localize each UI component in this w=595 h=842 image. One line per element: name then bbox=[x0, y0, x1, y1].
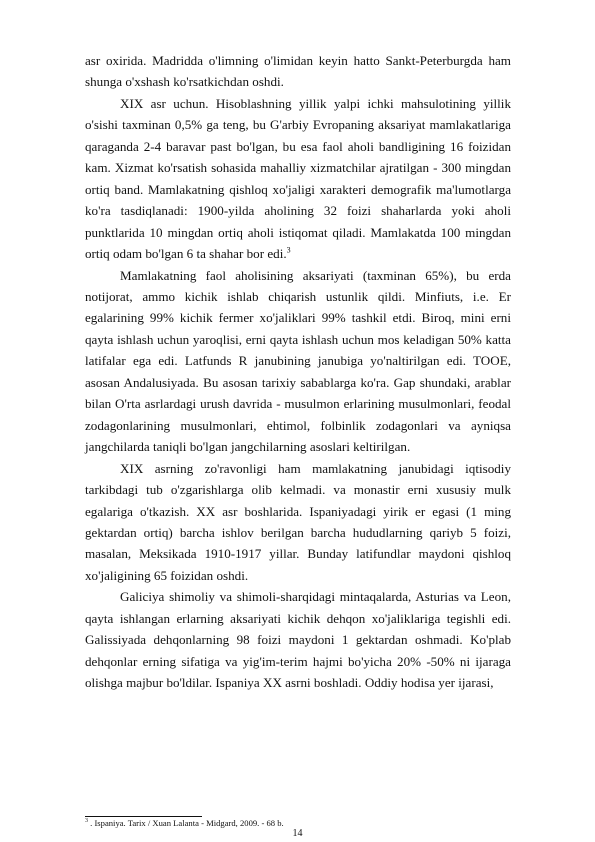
paragraph-1 bbox=[85, 50, 511, 93]
footnote-reference[interactable]: 3 bbox=[286, 245, 291, 255]
paragraph-2 bbox=[85, 93, 511, 265]
footnote bbox=[85, 818, 511, 828]
footnote-divider bbox=[85, 816, 202, 817]
paragraph-text: Mamlakatning faol aholisining aksariyati (taxminan 65%), bu erda notijorat, ammo kichik ishlab chiqarish ustunlik qildi. Minfiuts, i.e. Er egalarining 99% kichik fermer xo'jaliklari 99% tashkil etdi. Biroq, mini erni qayta ishlash uchun yaroqlisi, erni qayta ishlash uchun mos keladigan 50% katta latifalar ega edi. Latfunds R janubining janubiga yo'naltirilgan edi. TOOE, asosan Andalusiyada. Bu asosan tarixiy sabablarga ko'ra. Gap shundaki, arablar bilan O'rta asrlardagi urush davrida - musulmon erlarining musulmonlari, feodal zodagonlarining musulmonlari, ehtimol, folbinlik zodagonlari va ayniqsa jangchilarda taniqli bo'lgan jangchilarning asoslari keltirilgan. bbox=[85, 267, 511, 455]
paragraph-text: XIX asr uchun. Hisoblashning yillik yalpi ichki mahsulotining yillik o'sishi taxminan 0,5% ga teng, bu G'arbiy Evropaning aksariyat mamlakatlariga qaraganda 2-4 baravar past bo'lgan, bu esa faol aholi bandligining 16 foizidan kam. Xizmat ko'rsatish sohasida mahalliy xizmatchilar ajratilgan - 300 mingdan ortiq band. Mamlakatning qishloq xo'jaligi xarakteri demografik ma'lumotlarga ko'ra tasdiqlanadi: 1900-yilda aholining 32 foizi shaharlarda yoki aholi punktlarida 10 mingdan ortiq aholi istiqomat qiladi. Mamlakatda 100 mingdan ortiq odam bo'lgan 6 ta shahar bor edi. bbox=[85, 95, 511, 262]
footnote-number: 3 bbox=[85, 818, 88, 825]
paragraph-3 bbox=[85, 265, 511, 458]
paragraph-text: asr oxirida. Madridda o'limning o'limidan keyin hatto Sankt-Peterburgda ham shunga o'xshash ko'rsatkichdan oshdi. bbox=[85, 53, 511, 90]
paragraph-4 bbox=[85, 458, 511, 587]
paragraph-text: XIX asrning zo'ravonligi ham mamlakatning janubidagi iqtisodiy tarkibdagi tub o'zgarishlarga olib kelmadi. va monastir erni xususiy mulk egalariga o'tkazish. XX asr boshlarida. Ispaniyadagi yirik er egasi (1 ming gektardan ortiq) barcha ishlov berilgan barcha hududlarning qariyb 5 foizi, masalan, Meksikada 1910-1917 yillar. Bunday latifundlar maydoni qishloq xo'jaligining 65 foizidan oshdi. bbox=[85, 460, 511, 583]
paragraph-5 bbox=[85, 586, 511, 693]
footnote-text: . Ispaniya. Tarix / Xuan Lalanta - Midgard, 2009. - 68 b. bbox=[88, 818, 284, 828]
body-text bbox=[85, 50, 511, 694]
paragraph-text: Galiciya shimoliy va shimoli-sharqidagi mintaqalarda, Asturias va Leon, qayta ishlangan erlarning aksariyati kichik dehqon xo'jaliklariga tegishli edi. Galissiyada dehqonlarning 98 foizi maydoni 1 gektardan oshmadi. Ko'plab dehqonlar erning sifatiga va yig'im-terim hajmi bo'yicha 20% -50% ni ijaraga olishga majbur bo'ldilar. Ispaniya XX asrni boshladi. Oddiy hodisa yer ijarasi, bbox=[85, 589, 511, 691]
page-number: 14 bbox=[292, 828, 303, 839]
